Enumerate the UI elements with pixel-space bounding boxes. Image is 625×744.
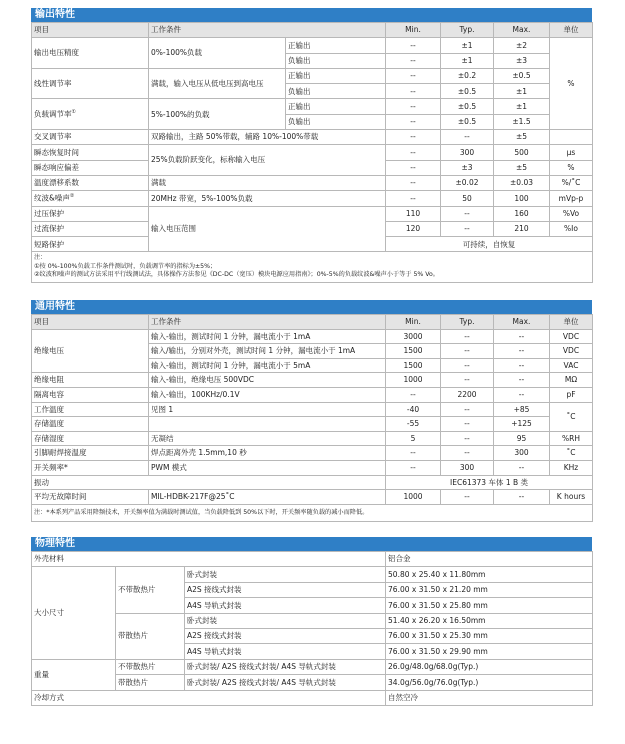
row-condition: 满载，输入电压从低电压到高电压 [149,68,286,99]
cell-typ: ±3 [441,160,494,175]
cell-max: -- [494,387,550,402]
note-line: 注： [34,254,47,262]
row-subitem: 不带散热片 [116,659,185,674]
cell-typ: -- [441,402,494,417]
output-characteristics-table [31,22,593,283]
cell-typ: -- [441,490,494,505]
cell-max: -- [494,329,550,344]
cell-value: 51.40 x 26.20 x 16.50mm [386,613,593,628]
header-min: Min. [386,315,441,330]
note-line: 注：*本系列产品采用降频技术，开关频率值为满载时测试值，当负载降低到 50%以下时，开关频率随负载的减小而降低。 [32,504,593,521]
cell-min: -- [386,191,441,206]
row-condition: 焊点距离外壳 1.5mm,10 秒 [149,446,386,461]
row-item: 绝缘电压 [32,329,149,373]
row-item: 隔离电容 [32,387,149,402]
table-row [32,690,593,705]
cell-max: -- [494,373,550,388]
header-min: Min. [386,23,441,38]
general-characteristics-table [31,314,593,522]
table-row [32,130,593,145]
cell-min: -- [386,99,441,114]
row-condition: 输入-输出，测试时间 1 分钟，漏电流小于 5mA [149,358,386,373]
table-row [32,329,593,344]
cell-unit: ˚C [550,446,593,461]
notes-row [32,252,593,282]
cell-value: 76.00 x 31.50 x 29.90 mm [386,644,593,659]
row-item: 振动 [32,475,386,490]
row-subcondition: 负输出 [286,84,386,99]
cell-typ: ±0.02 [441,175,494,190]
cell-unit: KHz [550,460,593,475]
row-item: 温度漂移系数 [32,175,149,190]
cell-unit: VAC [550,358,593,373]
cell-max: 210 [494,221,550,236]
row-item: 存储温度 [32,417,149,432]
row-item [32,99,149,130]
table-row [32,613,593,628]
cell-min: -- [386,175,441,190]
cell-typ: -- [441,431,494,446]
physical-characteristics-table [31,551,593,706]
cell-unit: MΩ [550,373,593,388]
row-item: 重量 [32,659,116,690]
cell-min: 110 [386,206,441,221]
row-condition: 无凝结 [149,431,386,446]
cell-max: ±1 [494,84,550,99]
cell-value: 76.00 x 31.50 x 25.80 mm [386,598,593,613]
cell-min: 1000 [386,490,441,505]
cell-typ: 2200 [441,387,494,402]
table-row [32,417,593,432]
cell-value: 可持续，自恢复 [386,237,593,252]
table-row [32,552,593,567]
row-package: A2S 接线式封装 [185,628,386,643]
cell-unit: % [550,38,593,130]
cell-min: -- [386,114,441,129]
row-package: A4S 导轨式封装 [185,644,386,659]
cell-value: 76.00 x 31.50 x 21.20 mm [386,582,593,597]
row-item: 线性调节率 [32,68,149,99]
cell-max: -- [494,358,550,373]
cell-max: ±3 [494,53,550,68]
row-package: 卧式封装/ A2S 接线式封装/ A4S 导轨式封装 [185,675,386,690]
row-condition: MIL-HDBK-217F@25˚C [149,490,386,505]
cell-typ: -- [441,446,494,461]
cell-typ: -- [441,373,494,388]
cell-typ: ±1 [441,53,494,68]
cell-min: -- [386,84,441,99]
cell-max: 300 [494,446,550,461]
row-condition [149,417,386,432]
row-condition: 5%-100%的负载 [149,99,286,130]
row-subitem: 不带散热片 [116,567,185,613]
cell-max: ±5 [494,130,550,145]
cell-typ: -- [441,358,494,373]
cell-max: 100 [494,191,550,206]
row-item: 外壳材料 [32,552,386,567]
physical-characteristics-section [31,537,592,706]
header-item: 项目 [32,23,149,38]
footnote-marker: ② [69,193,75,200]
row-condition: 输入-输出，100KHz/0.1V [149,387,386,402]
cell-max: ±1.5 [494,114,550,129]
cell-value: 34.0g/56.0g/76.0g(Typ.) [386,675,593,690]
row-condition: 25%负载阶跃变化，标称输入电压 [149,145,386,176]
note-line: ①按 0%-100%负载工作条件测试时，负载调节率的指标为±5%； [34,262,217,270]
cell-typ: ±0.5 [441,84,494,99]
cell-min: 1500 [386,344,441,359]
cell-min: -- [386,460,441,475]
cell-max: 500 [494,145,550,160]
row-package: 卧式封装 [185,567,386,582]
table-row [32,446,593,461]
cell-unit: %/˚C [550,175,593,190]
table-row [32,675,593,690]
cell-typ: 300 [441,145,494,160]
cell-typ: -- [441,329,494,344]
header-max: Max. [494,23,550,38]
cell-min: -- [386,387,441,402]
cell-max: +85 [494,402,550,417]
section-title: 通用特性 [31,300,592,314]
row-condition: 满载 [149,175,386,190]
cell-typ: 300 [441,460,494,475]
row-item: 过流保护 [32,221,149,236]
row-condition: 见图 1 [149,402,386,417]
table-row [32,99,593,114]
row-item: 过压保护 [32,206,149,221]
cell-unit: K hours [550,490,593,505]
table-row [32,145,593,160]
table-row [32,659,593,674]
row-item: 绝缘电阻 [32,373,149,388]
cell-unit: μs [550,145,593,160]
row-item: 冷却方式 [32,690,386,705]
cell-min: -- [386,38,441,53]
cell-max: 95 [494,431,550,446]
header-item: 项目 [32,315,149,330]
cell-min: -- [386,145,441,160]
table-row [32,402,593,417]
row-item: 瞬态响应偏差 [32,160,149,175]
cell-max: ±5 [494,160,550,175]
cell-typ: -- [441,130,494,145]
row-package: 卧式封装/ A2S 接线式封装/ A4S 导轨式封装 [185,659,386,674]
row-condition: 0%-100%负载 [149,38,286,69]
row-condition: 输入电压范围 [149,206,386,252]
row-item: 大小尺寸 [32,567,116,659]
table-row [32,490,593,505]
cell-typ: -- [441,206,494,221]
header-condition: 工作条件 [149,23,386,38]
row-condition: 输入-输出，绝缘电压 500VDC [149,373,386,388]
cell-value: 50.80 x 25.40 x 11.80mm [386,567,593,582]
cell-typ: -- [441,221,494,236]
header-unit: 单位 [550,315,593,330]
cell-unit: ˚C [550,402,593,431]
cell-typ: ±0.5 [441,114,494,129]
cell-unit [550,130,593,145]
notes [32,252,593,282]
cell-typ: -- [441,417,494,432]
cell-value: 76.00 x 31.50 x 25.30 mm [386,628,593,643]
header-max: Max. [494,315,550,330]
row-package: A4S 导轨式封装 [185,598,386,613]
table-row [32,475,593,490]
row-item: 瞬态恢复时间 [32,145,149,160]
cell-unit: %Io [550,221,593,236]
row-item: 存储湿度 [32,431,149,446]
header-typ: Typ. [441,23,494,38]
cell-max: ±0.5 [494,68,550,83]
cell-min: -- [386,130,441,145]
header-typ: Typ. [441,315,494,330]
cell-unit: %RH [550,431,593,446]
row-condition: PWM 模式 [149,460,386,475]
row-item-label: 纹波&噪声 [34,193,70,203]
row-item: 开关频率* [32,460,149,475]
row-item [32,191,149,206]
cell-min: -40 [386,402,441,417]
table-row [32,460,593,475]
row-condition: 双路输出，主路 50%带载，辅路 10%-100%带载 [149,130,386,145]
cell-value: IEC61373 车体 1 B 类 [386,475,593,490]
output-characteristics-section [31,8,592,283]
table-row [32,373,593,388]
notes-row [32,504,593,521]
row-package: 卧式封装 [185,613,386,628]
cell-typ: ±0.5 [441,99,494,114]
general-characteristics-section [31,300,592,522]
cell-unit: mVp-p [550,191,593,206]
cell-max: -- [494,490,550,505]
table-row [32,68,593,83]
row-item: 短路保护 [32,237,149,252]
row-item: 交叉调节率 [32,130,149,145]
cell-unit: pF [550,387,593,402]
table-row [32,175,593,190]
table-header-row [32,23,593,38]
row-item: 平均无故障时间 [32,490,149,505]
row-subcondition: 负输出 [286,114,386,129]
table-row [32,191,593,206]
cell-value: 26.0g/48.0g/68.0g(Typ.) [386,659,593,674]
cell-max: -- [494,460,550,475]
table-header-row [32,315,593,330]
row-subitem: 带散热片 [116,675,185,690]
row-item: 输出电压精度 [32,38,149,69]
cell-min: 1000 [386,373,441,388]
cell-unit: VDC [550,344,593,359]
cell-max: ±2 [494,38,550,53]
table-row [32,387,593,402]
cell-max: -- [494,344,550,359]
section-title: 物理特性 [31,537,592,551]
row-item-label: 负载调节率 [34,109,72,119]
row-item: 工作温度 [32,402,149,417]
cell-min: 120 [386,221,441,236]
cell-min: -- [386,160,441,175]
cell-typ: -- [441,344,494,359]
cell-unit: % [550,160,593,175]
cell-min: -- [386,53,441,68]
row-subcondition: 正输出 [286,38,386,53]
table-row [32,567,593,582]
cell-max: ±1 [494,99,550,114]
cell-max: 160 [494,206,550,221]
cell-min: -- [386,446,441,461]
row-subcondition: 负输出 [286,53,386,68]
row-subcondition: 正输出 [286,68,386,83]
cell-typ: 50 [441,191,494,206]
cell-max: ±0.03 [494,175,550,190]
cell-min: -- [386,68,441,83]
row-subcondition: 正输出 [286,99,386,114]
header-condition: 工作条件 [149,315,386,330]
table-row [32,431,593,446]
cell-typ: ±1 [441,38,494,53]
cell-max: +125 [494,417,550,432]
cell-unit: VDC [550,329,593,344]
row-condition: 输入/输出，分别对外壳，测试时间 1 分钟，漏电流小于 1mA [149,344,386,359]
row-condition: 输入-输出，测试时间 1 分钟，漏电流小于 1mA [149,329,386,344]
cell-min: -55 [386,417,441,432]
cell-value: 自然空冷 [386,690,593,705]
cell-typ: ±0.2 [441,68,494,83]
header-unit: 单位 [550,23,593,38]
row-subitem: 带散热片 [116,613,185,659]
row-package: A2S 接线式封装 [185,582,386,597]
table-row [32,206,593,221]
section-title: 输出特性 [31,8,592,22]
table-row [32,38,593,53]
cell-value: 铝合金 [386,552,593,567]
cell-min: 1500 [386,358,441,373]
row-condition: 20MHz 带宽，5%-100%负载 [149,191,386,206]
note-line: ②纹波和噪声的测试方法采用平行线测试法，具体操作方法参见《DC-DC（宽压）模块电源应用指南》；0%-5%的负载纹波&噪声小于等于 5% Vo。 [34,271,439,279]
cell-min: 5 [386,431,441,446]
cell-unit: %Vo [550,206,593,221]
footnote-marker: ① [71,109,76,116]
row-item: 引脚耐焊接温度 [32,446,149,461]
cell-min: 3000 [386,329,441,344]
